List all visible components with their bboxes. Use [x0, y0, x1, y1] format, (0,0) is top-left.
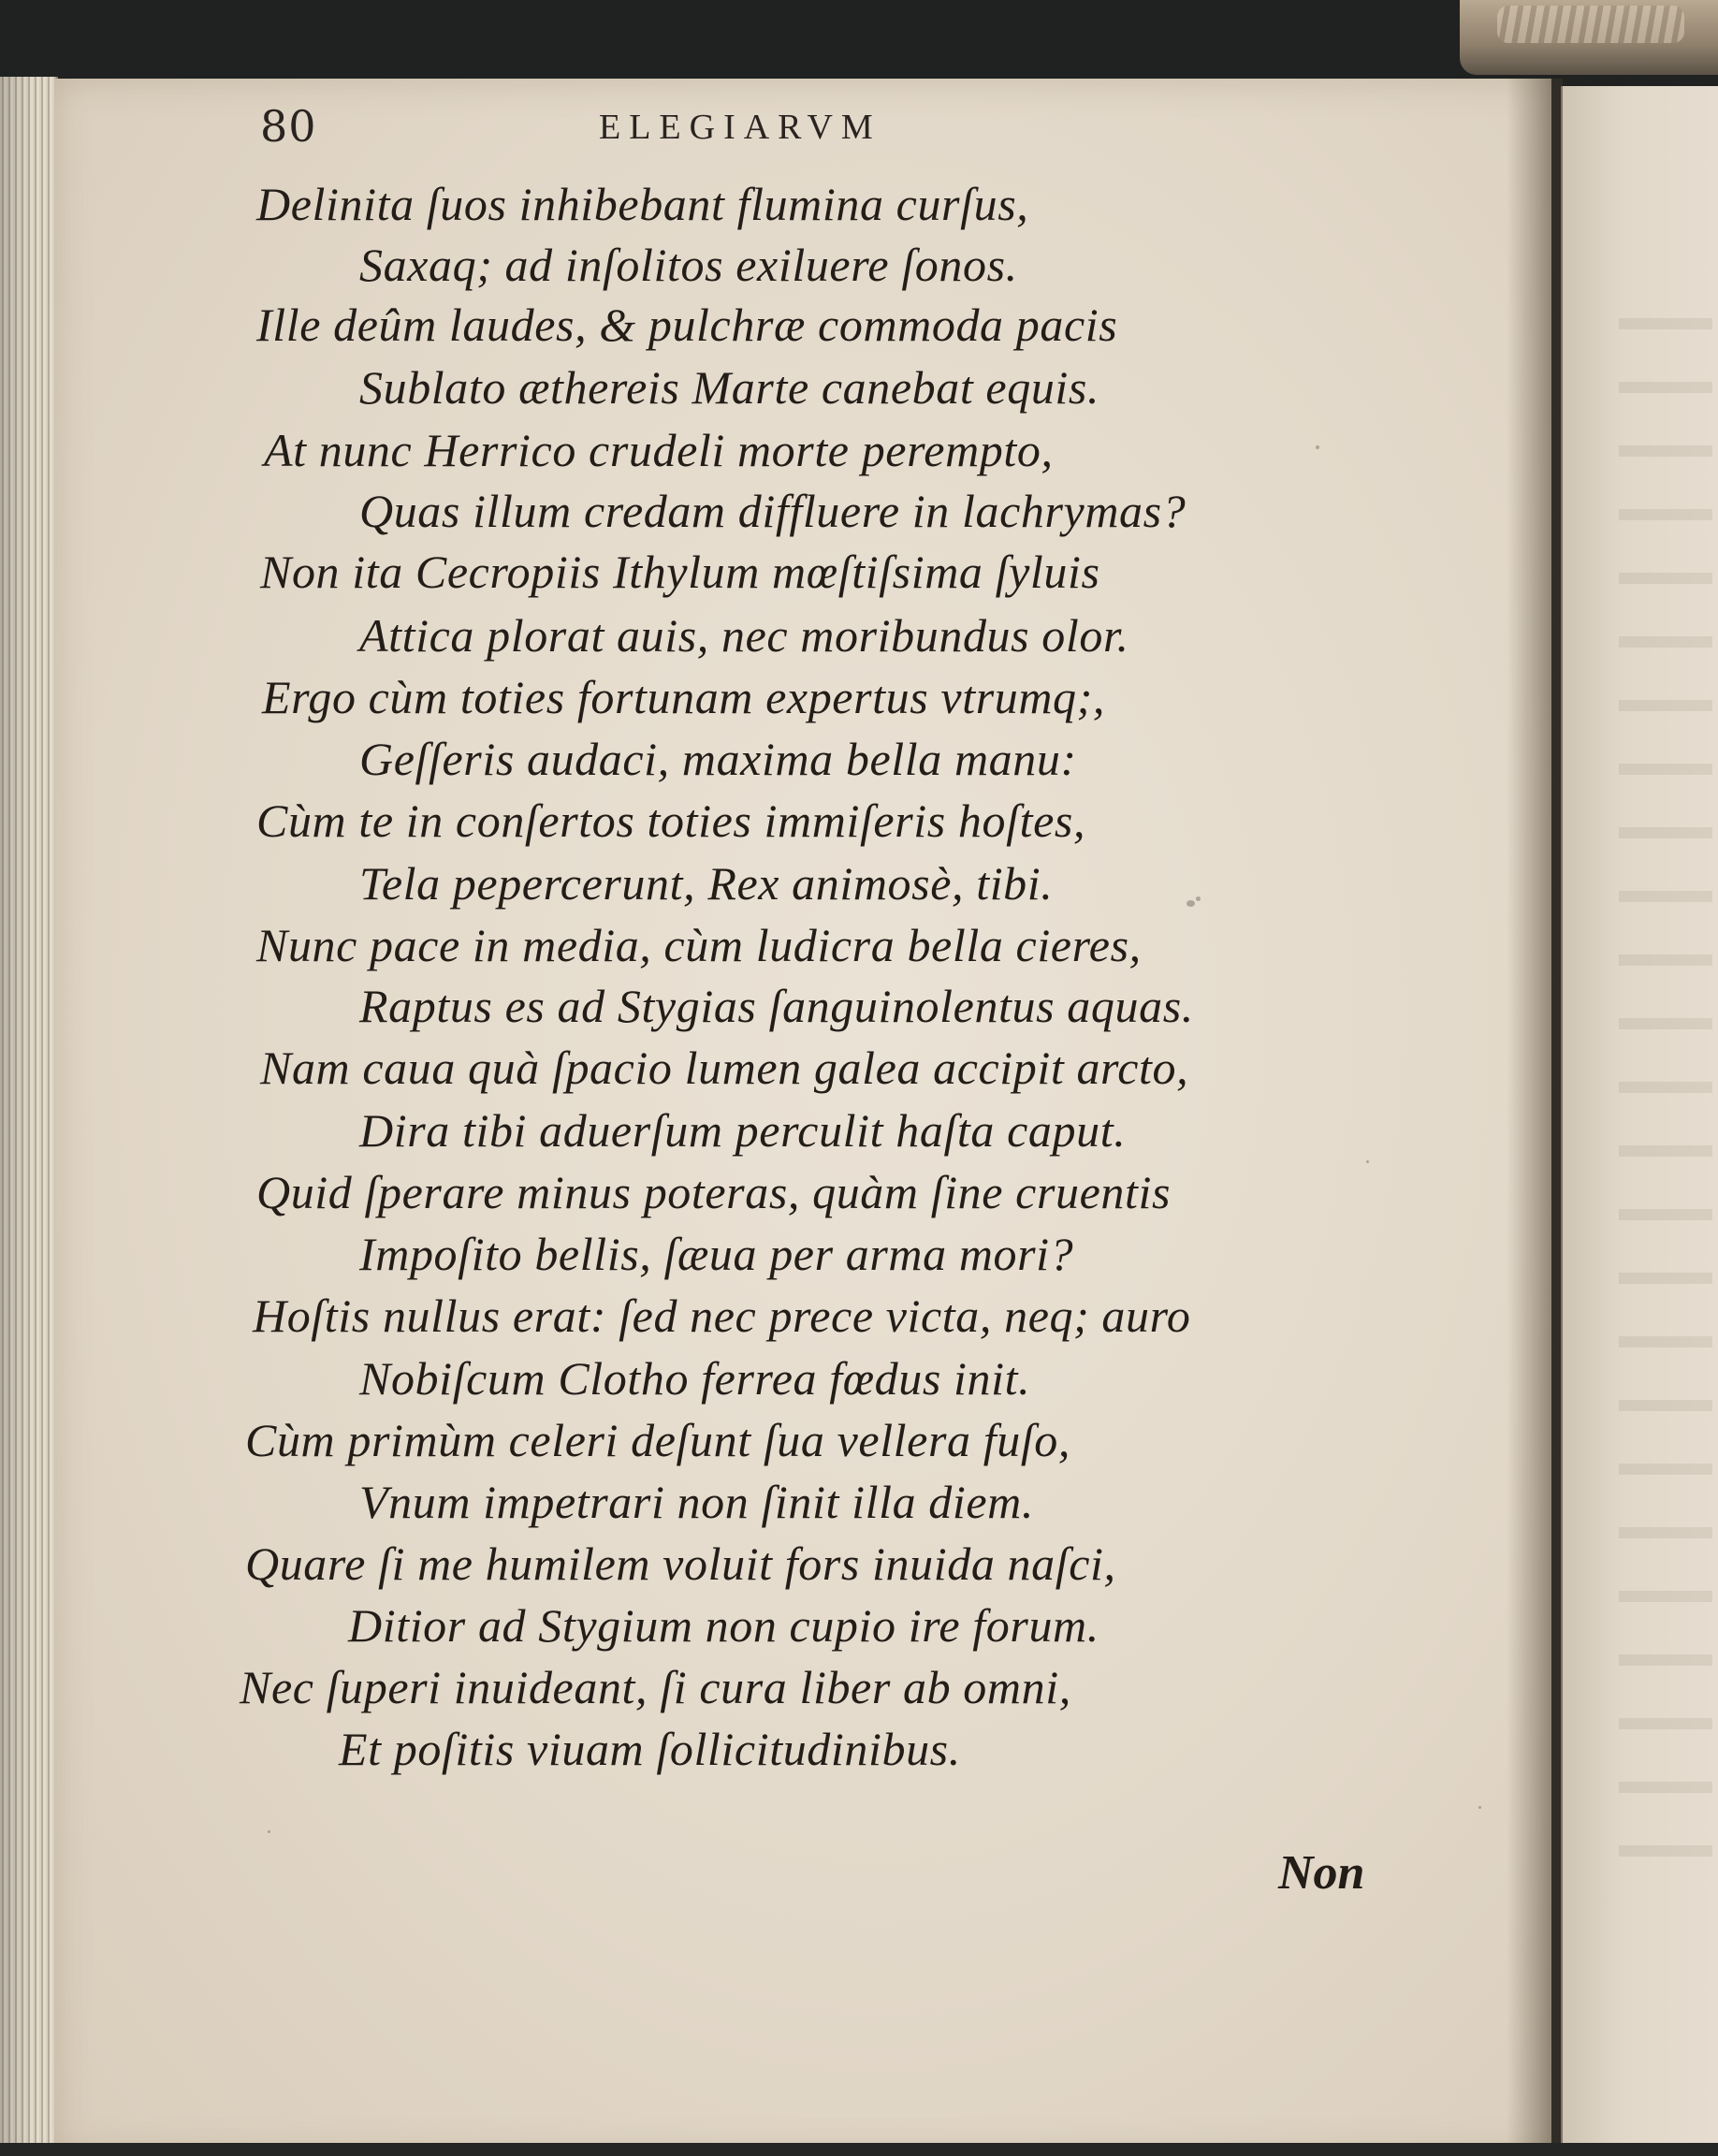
verse-line: Nec ſuperi inuideant, ſi cura liber ab omni, [240, 1661, 1071, 1713]
running-head: ELEGIARVM [599, 108, 881, 147]
verse-line: Nunc pace in media, cùm ludicra bella cieres, [256, 919, 1142, 971]
ink-speck [268, 1830, 270, 1833]
verse-line: Delinita ſuos inhibebant flumina curſus, [256, 178, 1029, 230]
verse-line: Ditior ad Stygium non cupio ire forum. [348, 1599, 1099, 1652]
verse-line: Geſſeris audaci, maxima bella manu: [359, 733, 1077, 785]
verse-line: Et poſitis viuam ſollicitudinibus. [339, 1723, 961, 1775]
verse-line: Dira tibi aduerſum perculit haſta caput. [359, 1104, 1127, 1157]
scan-background [0, 2143, 1718, 2156]
catchword: Non [1278, 1846, 1365, 1900]
verse-line: Nam caua quà ſpacio lumen galea accipit arcto, [260, 1042, 1189, 1094]
ink-speck [1196, 896, 1201, 901]
page-number: 80 [260, 101, 317, 152]
verse-line: Ille deûm laudes, & pulchræ commoda pacis [256, 299, 1118, 351]
verse-line: Quid ſperare minus poteras, quàm ſine cruentis [256, 1166, 1172, 1218]
verse-line: Non ita Cecropiis Ithylum mœſtiſsima ſyluis [260, 546, 1100, 598]
verse-line: Cùm primùm celeri deſunt ſua vellera fuſo, [245, 1414, 1071, 1466]
verse-line: At nunc Herrico crudeli morte perempto, [264, 424, 1054, 476]
verse-line: Attica plorat auis, nec moribundus olor. [359, 609, 1129, 662]
ink-speck [1187, 900, 1195, 907]
binding-thread [1497, 6, 1684, 43]
page-gutter-shadow [1507, 79, 1563, 2156]
verse-line: Quare ſi me humilem voluit fors inuida naſci, [245, 1537, 1116, 1590]
page-block-edges [0, 77, 58, 2156]
verse-line: Nobiſcum Clotho ferrea fœdus init. [359, 1352, 1031, 1405]
verse-line: Quas illum credam diffluere in lachrymas? [359, 485, 1187, 537]
verse-line: Sublato æthereis Marte canebat equis. [359, 361, 1100, 414]
ink-speck [1366, 1160, 1369, 1163]
verse-line: Raptus es ad Stygias ſanguinolentus aquas. [359, 980, 1194, 1032]
facing-page-show-through [1619, 281, 1712, 1872]
verse-line: Cùm te in conſertos toties immiſeris hoſtes, [256, 794, 1086, 847]
verse-line: Ergo cùm toties fortunam expertus vtrumq;, [262, 671, 1106, 723]
verse-line: Saxaq; ad inſolitos exiluere ſonos. [359, 239, 1018, 291]
verse-line: Hoſtis nullus erat: ſed nec prece victa, neq; auro [253, 1289, 1191, 1342]
verse-line: Impoſito bellis, ſæua per arma mori? [359, 1228, 1074, 1280]
verse-line: Vnum impetrari non ſinit illa diem. [359, 1476, 1034, 1528]
verse-line: Tela pepercerunt, Rex animosè, tibi. [359, 857, 1054, 910]
ink-speck [1316, 445, 1319, 449]
ink-speck [1478, 1806, 1481, 1809]
